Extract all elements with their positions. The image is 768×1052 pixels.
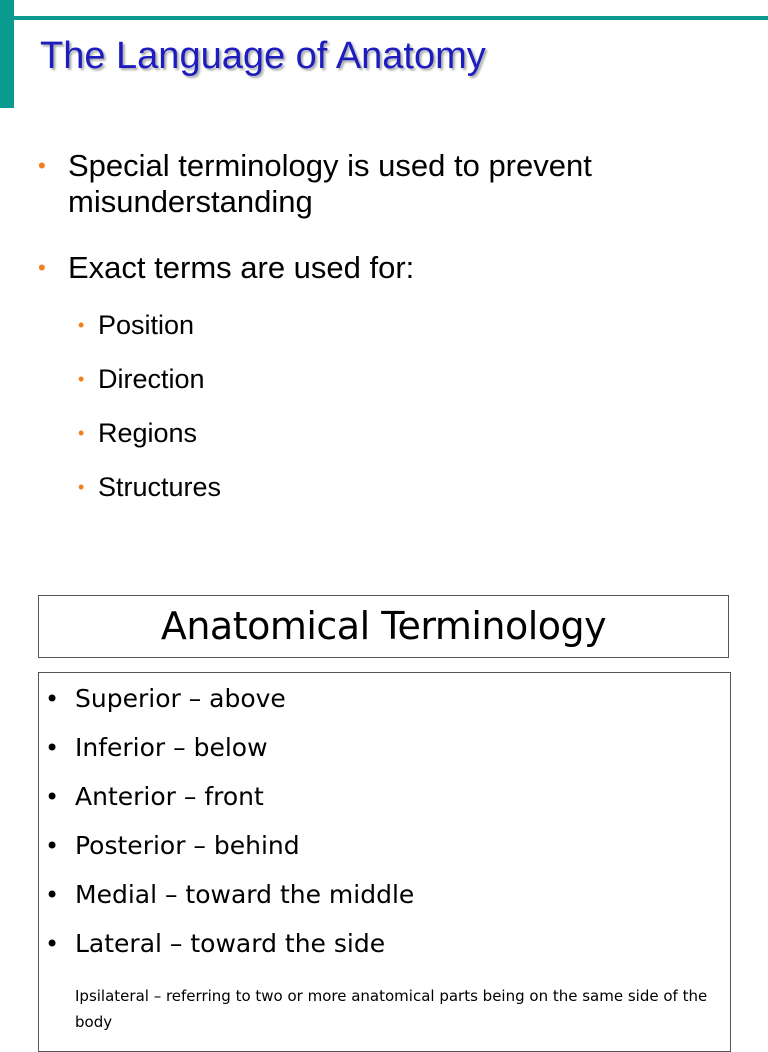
accent-line-top (14, 16, 768, 20)
bullet-dot-icon: • (38, 255, 46, 280)
term-text: Inferior – below (75, 733, 268, 762)
bullet-dot-icon: • (45, 930, 60, 958)
bullet-text: Regions (98, 418, 198, 448)
terminology-title: Anatomical Terminology (160, 604, 607, 648)
slide-title: The Language of Anatomy (40, 35, 486, 77)
accent-bar-vertical (0, 0, 14, 108)
terminology-body-box (38, 672, 731, 1052)
bullet-text: Exact terms are used for: (68, 250, 415, 285)
bullet-dot-icon: • (45, 685, 60, 713)
bullet-dot-icon: • (78, 369, 85, 389)
bullet-text: Structures (98, 472, 222, 502)
bullet-dot-icon: • (45, 832, 60, 860)
bullet-dot-icon: • (78, 315, 85, 335)
bullet-text: Direction (98, 364, 205, 394)
ipsilateral-note: Ipsilateral – referring to two or more anatomical parts being on the same side of the body (75, 987, 708, 1031)
bullet-dot-icon: • (45, 783, 60, 811)
terminology-header-box (38, 595, 729, 658)
bullet-dot-icon: • (78, 477, 85, 497)
bullet-dot-icon: • (45, 881, 60, 909)
term-text: Posterior – behind (75, 831, 300, 860)
bullet-dot-icon: • (78, 423, 85, 443)
term-text: Superior – above (75, 684, 286, 713)
bullet-dot-icon: • (45, 734, 60, 762)
term-text: Lateral – toward the side (75, 929, 386, 958)
bullet-text: Special terminology is used to prevent misunderstanding (68, 148, 592, 219)
term-text: Anterior – front (75, 782, 264, 811)
bullet-text: Position (98, 310, 195, 340)
bullet-dot-icon: • (38, 153, 46, 178)
term-text: Medial – toward the middle (75, 880, 415, 909)
